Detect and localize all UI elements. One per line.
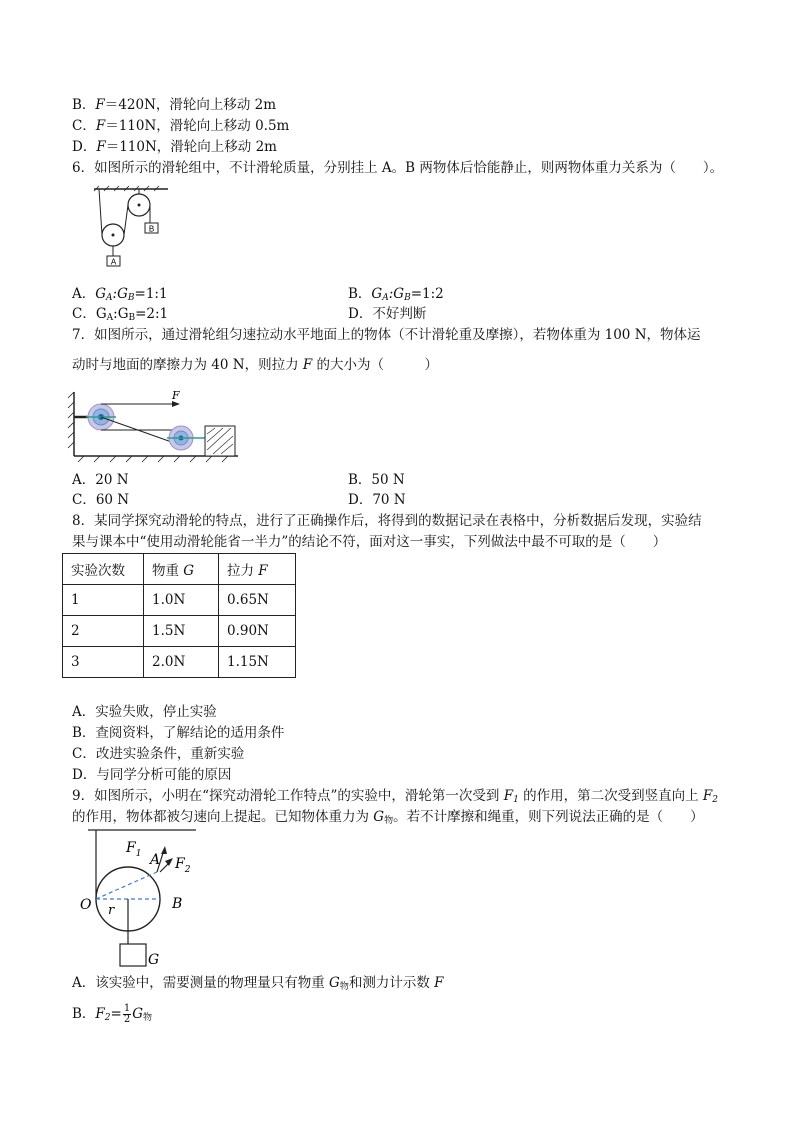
- q7-option-b: B．50 N: [348, 472, 405, 488]
- table-cell: 0.65N: [219, 585, 296, 616]
- table-cell: 2.0N: [144, 647, 219, 678]
- q8-option-b: B．查阅资料，了解结论的适用条件: [72, 725, 285, 741]
- q7-option-a: A．20 N: [72, 472, 129, 488]
- q8-option-a: A．实验失败，停止实验: [72, 704, 217, 720]
- q9-f1-label: $F_1$: [126, 840, 142, 859]
- table-header-cell: 物重 G: [144, 554, 219, 585]
- q9-weight-label: G: [148, 952, 160, 968]
- table-cell: 3: [63, 647, 144, 678]
- q5-option-b: B．F＝420N，滑轮向上移动 2m: [72, 97, 277, 113]
- q6-option-a: A．$G_A:G_B=1:1$: [72, 286, 168, 303]
- q7-option-c: C．60 N: [72, 492, 130, 508]
- table-header-cell: 实验次数: [63, 554, 144, 585]
- table-header-cell: 拉力 F: [219, 554, 296, 585]
- q7-pulley-figure: [68, 386, 248, 466]
- table-cell: 1: [63, 585, 144, 616]
- q6-block-a-label: A: [110, 257, 117, 267]
- table-header-row: [63, 554, 296, 585]
- q5-option-c: C．F＝110N，滑轮向上移动 0.5m: [72, 118, 290, 134]
- q7-stem-line1: 7．如图所示，通过滑轮组匀速拉动水平地面上的物体（不计滑轮重及摩擦），若物体重为 100 N，物体运: [72, 327, 701, 343]
- q7-force-label: F: [172, 389, 180, 402]
- table-row: [63, 616, 296, 647]
- q9-f2-label: $F_2$: [175, 856, 191, 875]
- table-cell: 1.5N: [144, 616, 219, 647]
- q9-pulley-figure: [78, 828, 208, 970]
- q6-option-b: B．$G_A:G_B=1:2$: [348, 286, 444, 303]
- q9-stem-line1: 9．如图所示，小明在“探究动滑轮工作特点”的实验中，滑轮第一次受到 $F_1$ 的作用，第二次受到竖直向上 $F_2$: [72, 788, 718, 805]
- q5-option-d: D．F＝110N，滑轮向上移动 2m: [72, 139, 277, 155]
- q8-stem-line1: 8．某同学探究动滑轮的特点，进行了正确操作后，将得到的数据记录在表格中，分析数据后发现，实验结: [72, 513, 702, 529]
- q9-stem-line2: 的作用，物体都被匀速向上提起。已知物体重力为 $G_物$。若不计摩擦和绳重，则下列说法正确的是（ ）: [72, 809, 704, 826]
- q6-block-b-label: B: [148, 224, 155, 234]
- q6-option-c: C．$G_A:G_B=2:1$: [72, 306, 169, 323]
- q7-stem-line2: 动时与地面的摩擦力为 40 N，则拉力 F 的大小为（ ）: [72, 357, 439, 373]
- table-cell: 1.15N: [219, 647, 296, 678]
- q9-radius-label: r: [108, 903, 115, 918]
- q6-stem: 6．如图所示的滑轮组中，不计滑轮质量，分别挂上 A。B 两物体后恰能静止，则两物体重力关系为（ ）。: [72, 160, 724, 176]
- table-cell: 0.90N: [219, 616, 296, 647]
- q9-point-b-label: B: [172, 896, 183, 912]
- q6-pulley-figure: [90, 183, 180, 273]
- q8-option-d: D．与同学分析可能的原因: [72, 767, 232, 783]
- q8-stem-line2: 果与课本中“使用动滑轮能省一半力”的结论不符，面对这一事实，下列做法中最不可取的是（ ）: [72, 534, 667, 550]
- q8-option-c: C．改进实验条件，重新实验: [72, 746, 245, 762]
- table-cell: 2: [63, 616, 144, 647]
- q9-option-a: A．该实验中，需要测量的物理量只有物重 $G_物$和测力计示数 F: [72, 975, 444, 992]
- table-cell: 1.0N: [144, 585, 219, 616]
- q9-point-a-label: A: [150, 852, 161, 868]
- q7-option-d: D．70 N: [348, 492, 406, 508]
- q8-data-table: [62, 553, 296, 678]
- table-row: [63, 647, 296, 678]
- table-row: [63, 585, 296, 616]
- q9-option-b: B．$F_2=$ $\frac{1}{2}$ $G_物$: [72, 1003, 153, 1025]
- one-half-fraction: $\frac{1}{2}$: [123, 1003, 131, 1025]
- q6-option-d: D．不好判断: [348, 306, 427, 322]
- q9-point-o-label: O: [80, 897, 92, 913]
